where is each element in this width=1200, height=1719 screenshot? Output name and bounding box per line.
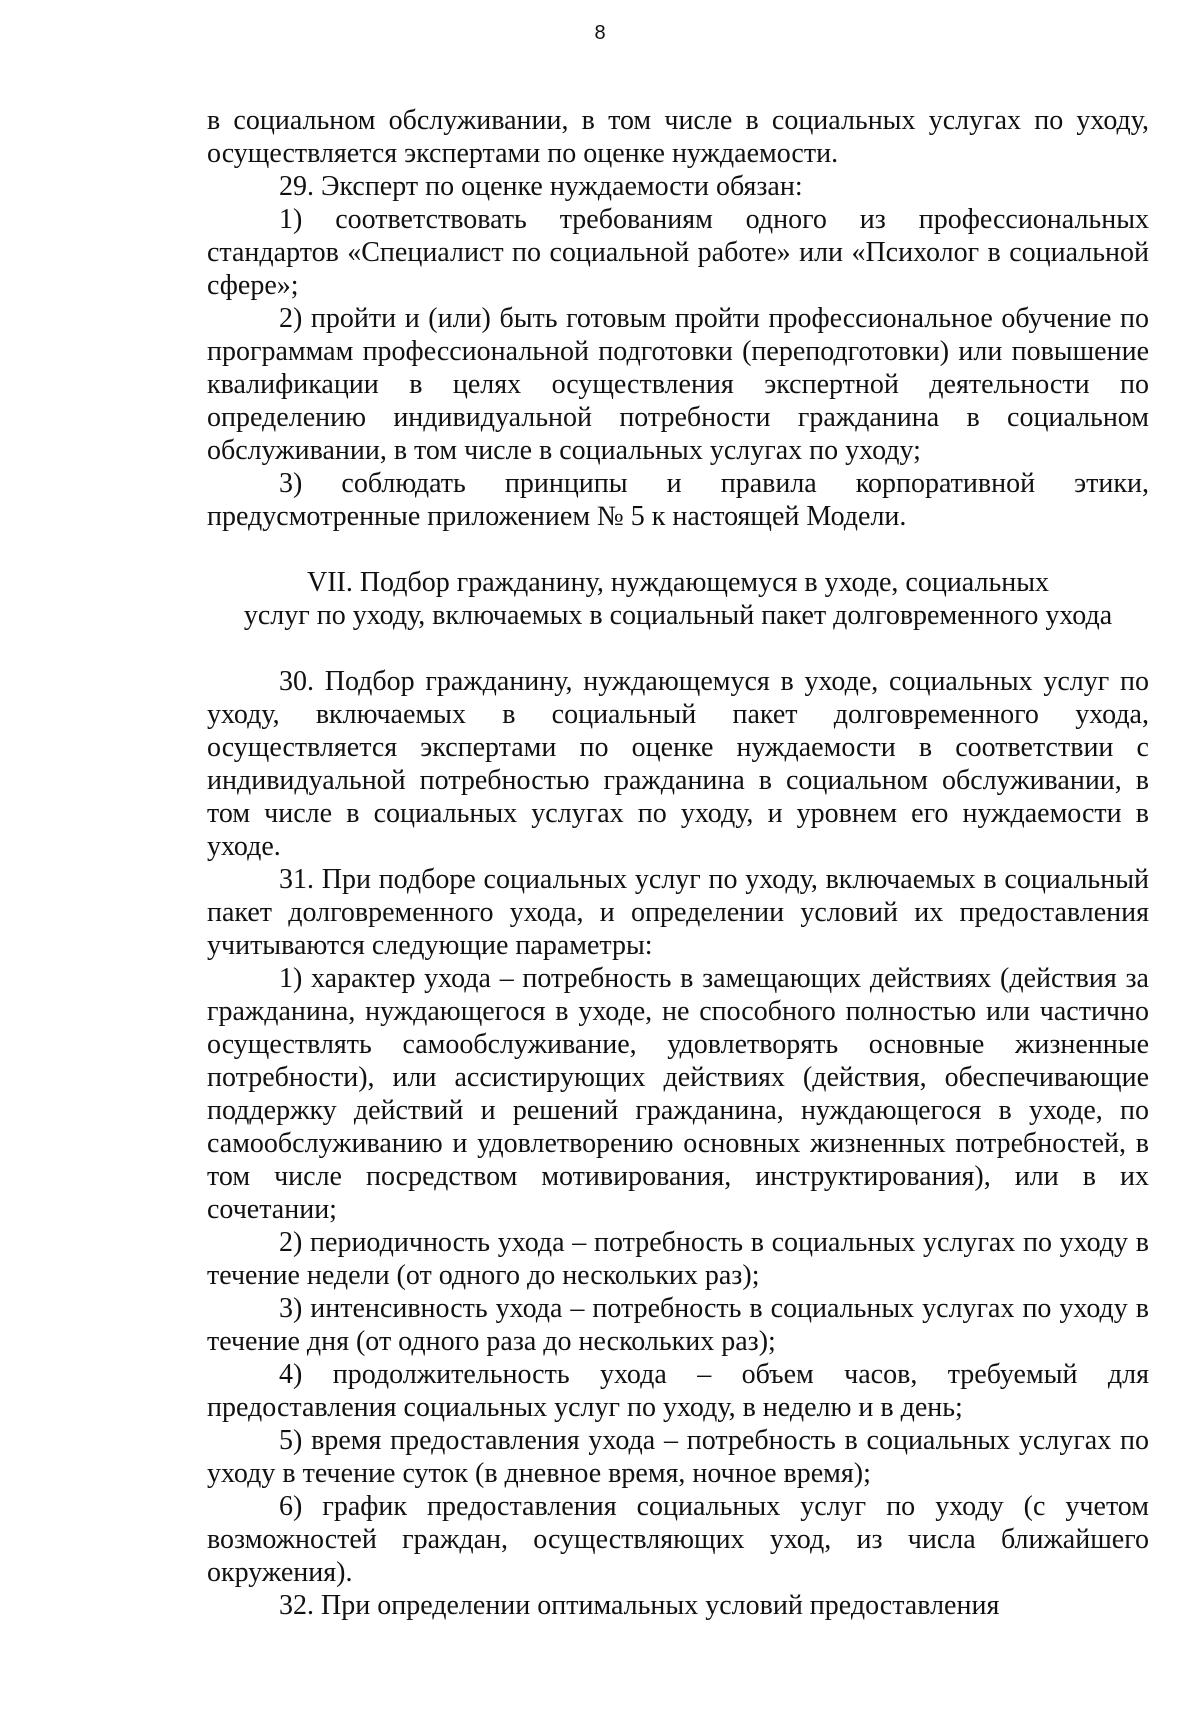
list-item-29-1: 1) соответствовать требованиям одного из профессиональных стандартов «Специалист по социальной работе» или «Психолог в социальной сфере»; (207, 204, 1149, 301)
list-item-31-2: 2) периодичность ухода – потребность в социальных услугах по уходу в течение недели (от одного до нескольких раз); (207, 1227, 1149, 1291)
section-heading-line-2: услуг по уходу, включаемых в социальный пакет долговременного ухода (243, 600, 1113, 631)
paragraph-29: 29. Эксперт по оценке нуждаемости обязан: (279, 171, 803, 202)
document-body (207, 104, 1149, 1622)
paragraph-32: 32. При определении оптимальных условий предоставления (279, 1590, 1000, 1621)
list-item-31-5: 5) время предоставления ухода – потребность в социальных услугах по уходу в течение суток (в дневное время, ночное время); (207, 1425, 1149, 1489)
paragraph-30: 30. Подбор гражданину, нуждающемуся в уходе, социальных услуг по уходу, включаемых в социальный пакет долговременного ухода, осуществляется экспертами по оценке нуждаемости в соответствии с индивидуальной потребностью гражданина в социальном обслуживании, в том числе в социальных услугах по уходу, и уровнем его нуждаемости в уходе. (207, 666, 1149, 862)
list-item-31-4: 4) продолжительность ухода – объем часов, требуемый для предоставления социальных услуг по уходу, в неделю и в день; (207, 1359, 1149, 1423)
list-item-29-2: 2) пройти и (или) быть готовым пройти профессиональное обучение по программам профессиональной подготовки (переподготовки) или повышение квалификации в целях осуществления экспертной деятельности по определению индивидуальной потребности гражданина в социальном обслуживании, в том числе в социальных услугах по уходу; (207, 303, 1149, 466)
list-item-31-3: 3) интенсивность ухода – потребность в социальных услугах по уходу в течение дня (от одного раза до нескольких раз); (207, 1293, 1149, 1357)
list-item-31-1: 1) характер ухода – потребность в замещающих действиях (действия за гражданина, нуждающегося в уходе, не способного полностью или частично осуществлять самообслуживание, удовлетворять основные жизненные потребности), или ассистирующих действиях (действия, обеспечивающие поддержку действий и решений гражданина, нуждающегося в уходе, по самообслуживанию и удовлетворению основных жизненных потребностей, в том числе посредством мотивирования, инструктирования), или в их сочетании; (207, 963, 1149, 1225)
list-item-31-6: 6) график предоставления социальных услуг по уходу (с учетом возможностей граждан, осуществляющих уход, из числа ближайшего окружения). (207, 1491, 1149, 1588)
section-heading-line-1: VII. Подбор гражданину, нуждающемуся в уходе, социальных (306, 567, 1050, 598)
section-heading (207, 566, 1149, 632)
page-number: 8 (594, 22, 606, 44)
paragraph-31: 31. При подборе социальных услуг по уходу, включаемых в социальный пакет долговременного ухода, и определении условий их предоставления учитываются следующие параметры: (207, 864, 1149, 961)
list-item-29-3: 3) соблюдать принципы и правила корпоративной этики, предусмотренные приложением № 5 к настоящей Модели. (207, 468, 1149, 532)
paragraph-continuation: в социальном обслуживании, в том числе в социальных услугах по уходу, осуществляется экспертами по оценке нуждаемости. (207, 105, 1149, 169)
